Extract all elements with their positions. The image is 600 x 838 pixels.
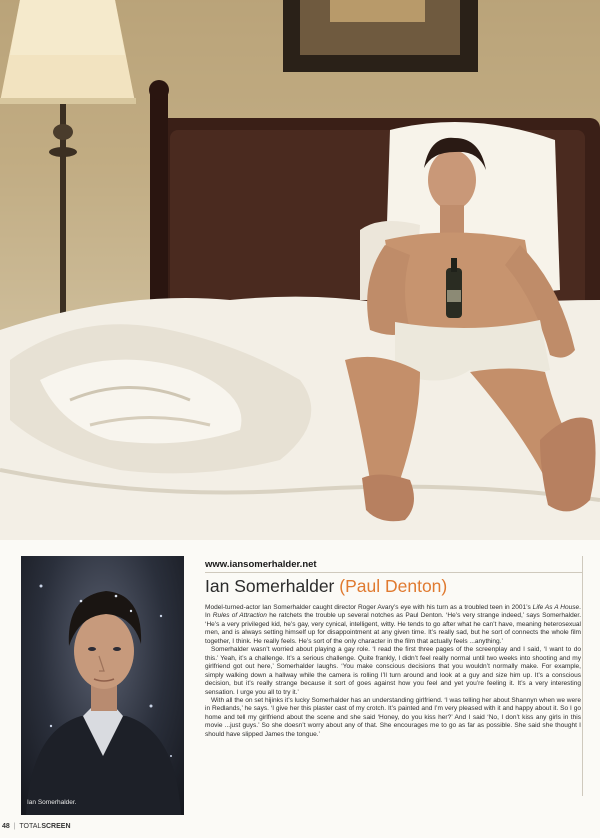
portrait-caption: Ian Somerhalder. — [27, 799, 77, 806]
column-divider — [582, 556, 583, 796]
p1-text-c: he ratchets the trouble up several notches as Paul Denton. ‘He’s very strange indeed,’ says Somerhalder. ‘He’s a very privileged kid, he’s gay, very cynical, intelligent, witty. He tends to go after what he can’t have, meaning heterosexual men, and is always setting himself up for disappointment at any given time. It’s really sad, but he sort of connects the whole film together, I think. He really feels. He’s sort of the only character in the film that actually feels ...anything.’ — [205, 612, 582, 645]
website-url: www.iansomerhalder.net — [205, 559, 317, 570]
paragraph-2: Somerhalder wasn’t worried about playing a gay role. ‘I read the first three pages of the screenplay and I said, ‘I want to do this.’ Yeah, it’s a challenge. It’s a serious challenge. Quite frankly, I didn’t feel really normal until two weeks into shooting and my girlfriend got out here,’ Somerhalder laughs. ‘You make conscious decisions that you wouldn’t normally make. For example, simply walking down a hallway while the camera is rolling I’ll turn around and look at a guy and size him up. It’s a conscious decision, but it’s really strange because it sort of goes against how you feel and yet you’re feeling it. It’s a very interesting sensation. I urge you all to try it.’ — [205, 646, 581, 696]
footer-separator: | — [13, 823, 16, 830]
article-body — [205, 604, 581, 739]
portrait-illustration — [21, 556, 184, 815]
paragraph-1 — [205, 604, 581, 646]
character-name: (Paul Denton) — [339, 576, 448, 596]
inset-portrait — [21, 556, 184, 815]
magazine-name — [19, 823, 70, 830]
article-headline — [205, 576, 447, 597]
actor-name: Ian Somerhalder — [205, 576, 335, 596]
figure-head — [428, 150, 476, 210]
p1-text-a: Model-turned-actor Ian Somerhalder caught director Roger Avary’s eye with his turn as a troubled teen in 2001’s — [205, 604, 533, 611]
figure-torso — [385, 233, 540, 338]
film-title-2: Rules of Attraction — [212, 612, 267, 620]
p1-text-b: . In — [205, 604, 581, 620]
portrait-face — [74, 613, 134, 689]
film-title-1: Life As A House — [532, 604, 580, 611]
magazine-suffix: SCREEN — [41, 823, 71, 830]
header-divider — [205, 572, 582, 573]
magazine-prefix: TOTAL — [19, 823, 42, 830]
paragraph-3: With all the on set hijinks it’s lucky Somerhalder has an understanding girlfriend. ‘I was telling her about Shannyn when we were in Redlands,’ he says. ‘I give her this plaster cast of my crotch. It’s painted and I’m very pleased with it and happy about it. So I go home and tell my girlfriend about the scene and she said ‘Honey, do you kiss her?’ And I said ‘No, I don’t kiss any girls in this movie ...just guys.’ So she doesn’t worry about any of that. She encourages me to go as far as possible. She said she thought I should have slipped James the tongue.’ — [205, 696, 581, 738]
page-number: 48 — [2, 823, 10, 830]
page-footer — [2, 823, 71, 830]
